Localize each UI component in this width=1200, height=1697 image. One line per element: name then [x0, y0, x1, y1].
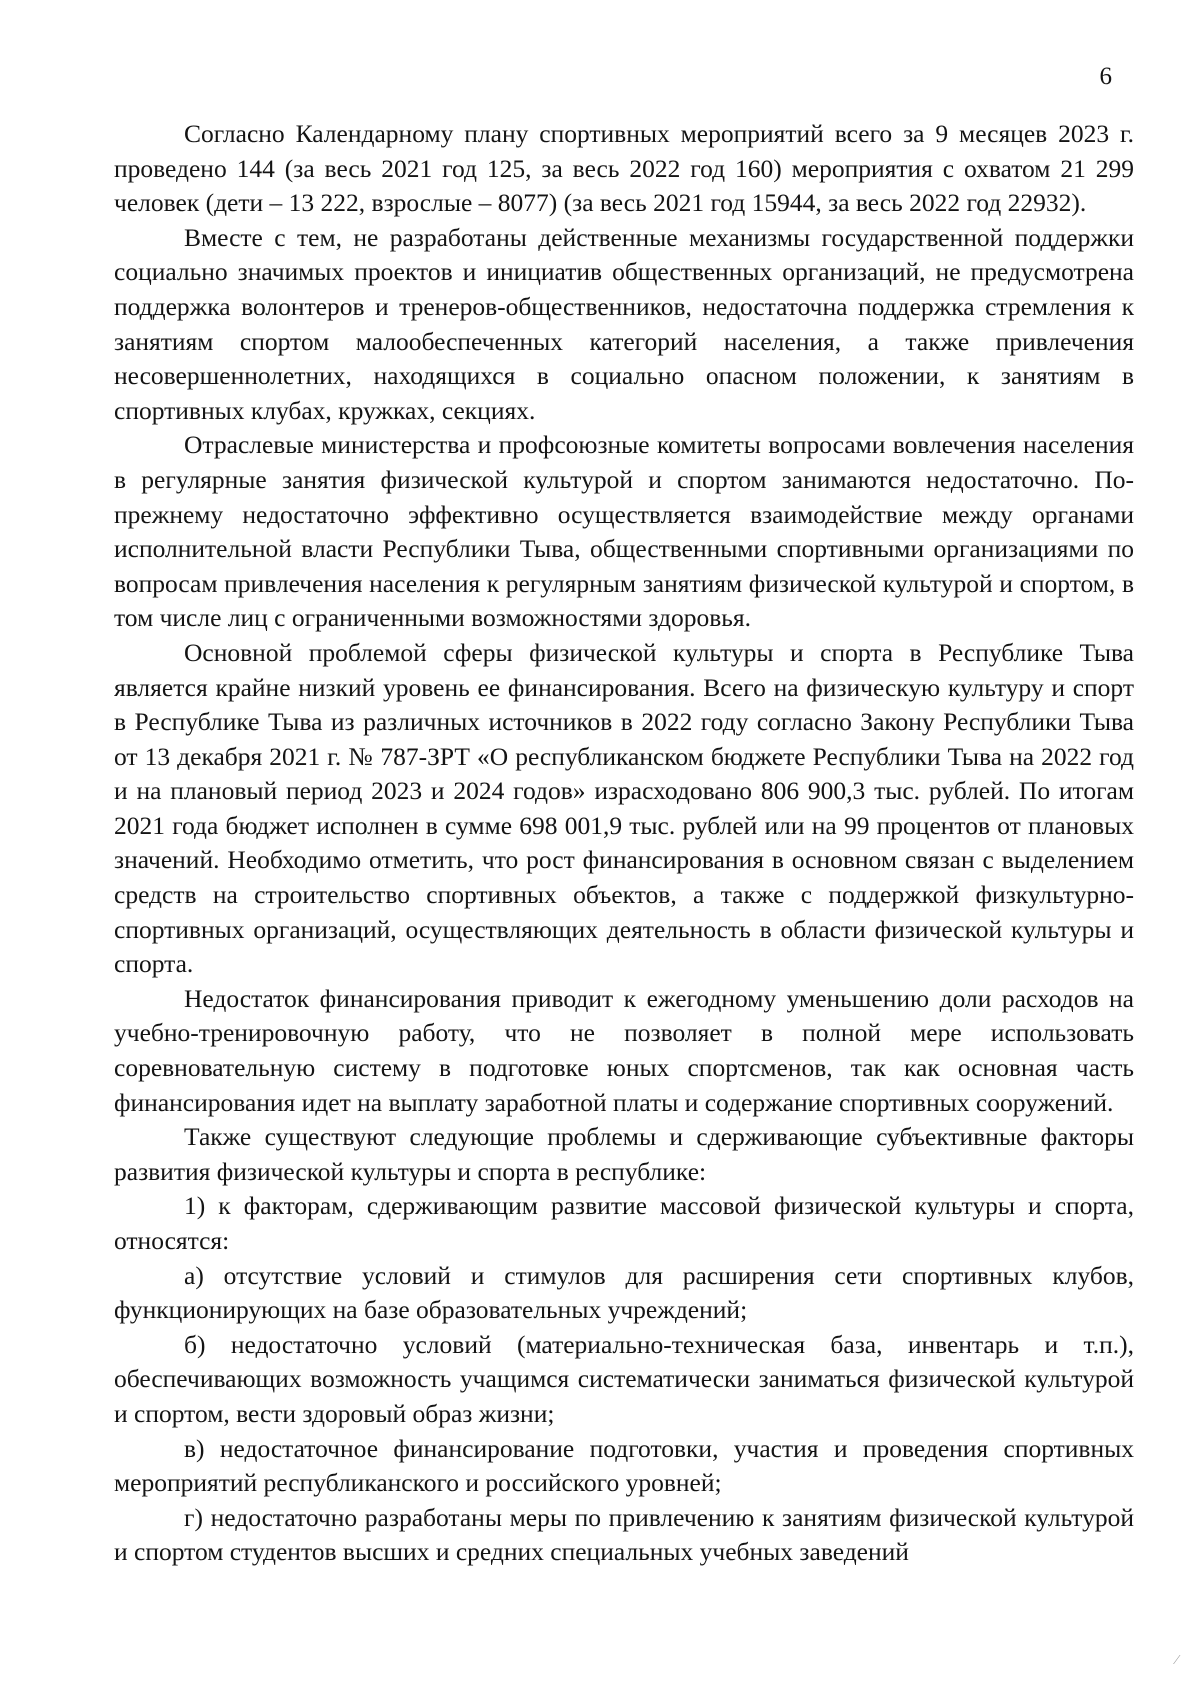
list-item-g: г) недостаточно разработаны меры по привлечению к занятиям физической культурой и спортом студентов высших и средних специальных учебных заведений [114, 1502, 1134, 1567]
list-item-a: а) отсутствие условий и стимулов для расширения сети спортивных клубов, функционирующих на базе образовательных учреждений; [114, 1260, 1134, 1325]
scan-corner-mark: ⁄ [1175, 1653, 1178, 1668]
paragraph-events-statistics: Согласно Календарному плану спортивных мероприятий всего за 9 месяцев 2023 г. проведено 144 (за весь 2021 год 125, за весь 2022 год 160) мероприятия с охватом 21 299 человек (дети – 13 222, взрослые – 8077) (за весь 2021 год 15944, за весь 2022 год 22932). [114, 119, 1134, 218]
paragraph-ministries-cooperation: Отраслевые министерства и профсоюзные комитеты вопросами вовлечения населения в регулярные занятия физической культурой и спортом занимаются недостаточно. По-прежнему недостаточно эффективно осуществляется взаимодействие между органами исполнительной власти Республики Тыва, общественными спортивными организациями по вопросам привлечения населения к регулярным занятиям физической культурой и спортом, в том числе лиц с ограниченными возможностями здоровья. [114, 430, 1134, 633]
paragraph-financing: Основной проблемой сферы физической культуры и спорта в Республике Тыва является крайне низкий уровень ее финансирования. Всего на физическую культуру и спорт в Республике Тыва из различных источников в 2022 году согласно Закону Республики Тыва от 13 декабря 2021 г. № 787-ЗРТ «О республиканском бюджете Республики Тыва на 2022 год и на плановый период 2023 и 2024 годов» израсходовано 806 900,3 тыс. рублей. По итогам 2021 года бюджет исполнен в сумме 698 001,9 тыс. рублей или на 99 процентов от плановых значений. Необходимо отметить, что рост финансирования в основном связан с выделением средств на строительство спортивных объектов, а также с поддержкой физкультурно-спортивных организаций, осуществляющих деятельность в области физической культуры и спорта. [114, 637, 1134, 979]
document-body [114, 117, 1134, 1570]
page-number: 6 [1099, 63, 1112, 90]
paragraph-support-mechanisms: Вместе с тем, не разработаны действенные механизмы государственной поддержки социально значимых проектов и инициатив общественных организаций, не предусмотрена поддержка волонтеров и тренеров-общественников, недостаточна поддержка стремления к занятиям спортом малообеспеченных категорий населения, а также привлечения несовершеннолетних, находящихся в социально опасном положении, к занятиям в спортивных клубах, кружках, секциях. [114, 222, 1134, 425]
paragraph-problems-intro: Также существуют следующие проблемы и сдерживающие субъективные факторы развития физической культуры и спорта в республике: [114, 1122, 1134, 1186]
list-item-v: в) недостаточное финансирование подготовки, участия и проведения спортивных мероприятий республиканского и российского уровней; [114, 1433, 1134, 1498]
list-item-b: б) недостаточно условий (материально-техническая база, инвентарь и т.п.), обеспечивающих возможность учащимся систематически заниматься физической культурой и спортом, вести здоровый образ жизни; [114, 1329, 1134, 1428]
list-item-1: 1) к факторам, сдерживающим развитие массовой физической культуры и спорта, относятся: [114, 1191, 1134, 1255]
paragraph-funding-shortage: Недостаток финансирования приводит к ежегодному уменьшению доли расходов на учебно-тренировочную работу, что не позволяет в полной мере использовать соревновательную систему в подготовке юных спортсменов, так как основная часть финансирования идет на выплату заработной платы и содержание спортивных сооружений. [114, 983, 1134, 1117]
